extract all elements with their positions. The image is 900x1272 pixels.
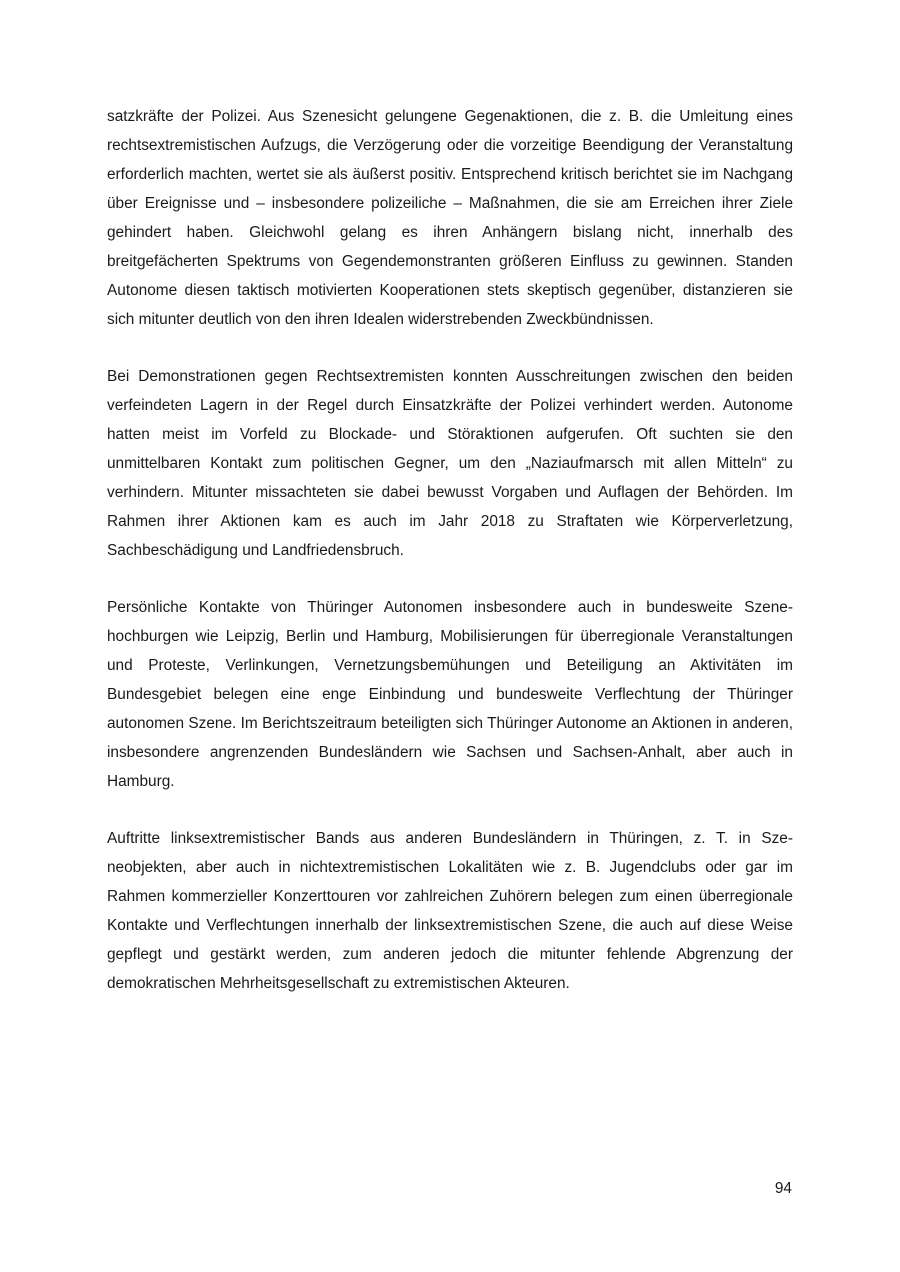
paragraph-bands: Auftritte linksextremistischer Bands aus anderen Bundesländern in Thüringen, z. T. in Szeneobjekten, aber auch in nichtextremistischen Lokalitäten wie z. B. Jugendclubs oder gar im Rahmen kommerzieller Konzerttouren vor zahlreichen Zuhörern belegen zum einen überregionale Kontakte und Verflechtungen innerhalb der linksextremistischen Szene, die auch auf diese Weise gepflegt und gestärkt werden, zum anderen jedoch die mitunter fehlende Abgrenzung der demokratischen Mehrheitsgesellschaft zu extremistischen Akteuren. bbox=[107, 830, 793, 992]
page-number: 94 bbox=[774, 1180, 792, 1197]
paragraph-nationwide-contacts: Persönliche Kontakte von Thüringer Autonomen insbesondere auch in bundesweite Szenehochburgen wie Leipzig, Berlin und Hamburg, Mobilisierungen für überregionale Veranstaltungen und Proteste, Verlinkungen, Vernetzungsbemühungen und Beteiligung an Aktivitäten im Bundesgebiet belegen eine enge Einbindung und bundesweite Verflechtung der Thüringer autonomen Szene. Im Berichtszeitraum beteiligten sich Thüringer Autonome an Aktionen in anderen, insbesondere angrenzenden Bundesländern wie Sachsen und Sachsen-Anhalt, aber auch in Hamburg. bbox=[107, 599, 793, 790]
body-text bbox=[107, 102, 793, 1026]
paragraph-police-counteractions: satzkräfte der Polizei. Aus Szenesicht gelungene Gegenaktionen, die z. B. die Umleitung eines rechtsextremistischen Aufzugs, die Verzögerung oder die vorzeitige Beendigung der Veranstaltung erforderlich machten, wertet sie als äußerst positiv. Entsprechend kritisch berichtet sie im Nachgang über Ereignisse und – insbesondere polizeiliche – Maßnahmen, die sie am Erreichen ihrer Ziele gehindert haben. Gleichwohl gelang es ihren Anhängern bislang nicht, innerhalb des breitgefächerten Spektrums von Gegendemonstranten größeren Einfluss zu gewinnen. Standen Autonome diesen taktisch motivierten Kooperationen stets skeptisch gegenüber, distanzieren sie sich mitunter deutlich von den ihren Idealen widerstrebenden Zweckbündnissen. bbox=[107, 108, 793, 328]
paragraph-demonstrations: Bei Demonstrationen gegen Rechtsextremisten konnten Ausschreitungen zwischen den beiden verfeindeten Lagern in der Regel durch Einsatzkräfte der Polizei verhindert werden. Autonome hatten meist im Vorfeld zu Blockade- und Störaktionen aufgerufen. Oft suchten sie den unmittelbaren Kontakt zum politischen Gegner, um den „Naziaufmarsch mit allen Mitteln“ zu verhindern. Mitunter missachteten sie dabei bewusst Vorgaben und Auflagen der Behörden. Im Rahmen ihrer Aktionen kam es auch im Jahr 2018 zu Straftaten wie Körperverletzung, Sachbeschädigung und Landfriedensbruch. bbox=[107, 368, 793, 559]
